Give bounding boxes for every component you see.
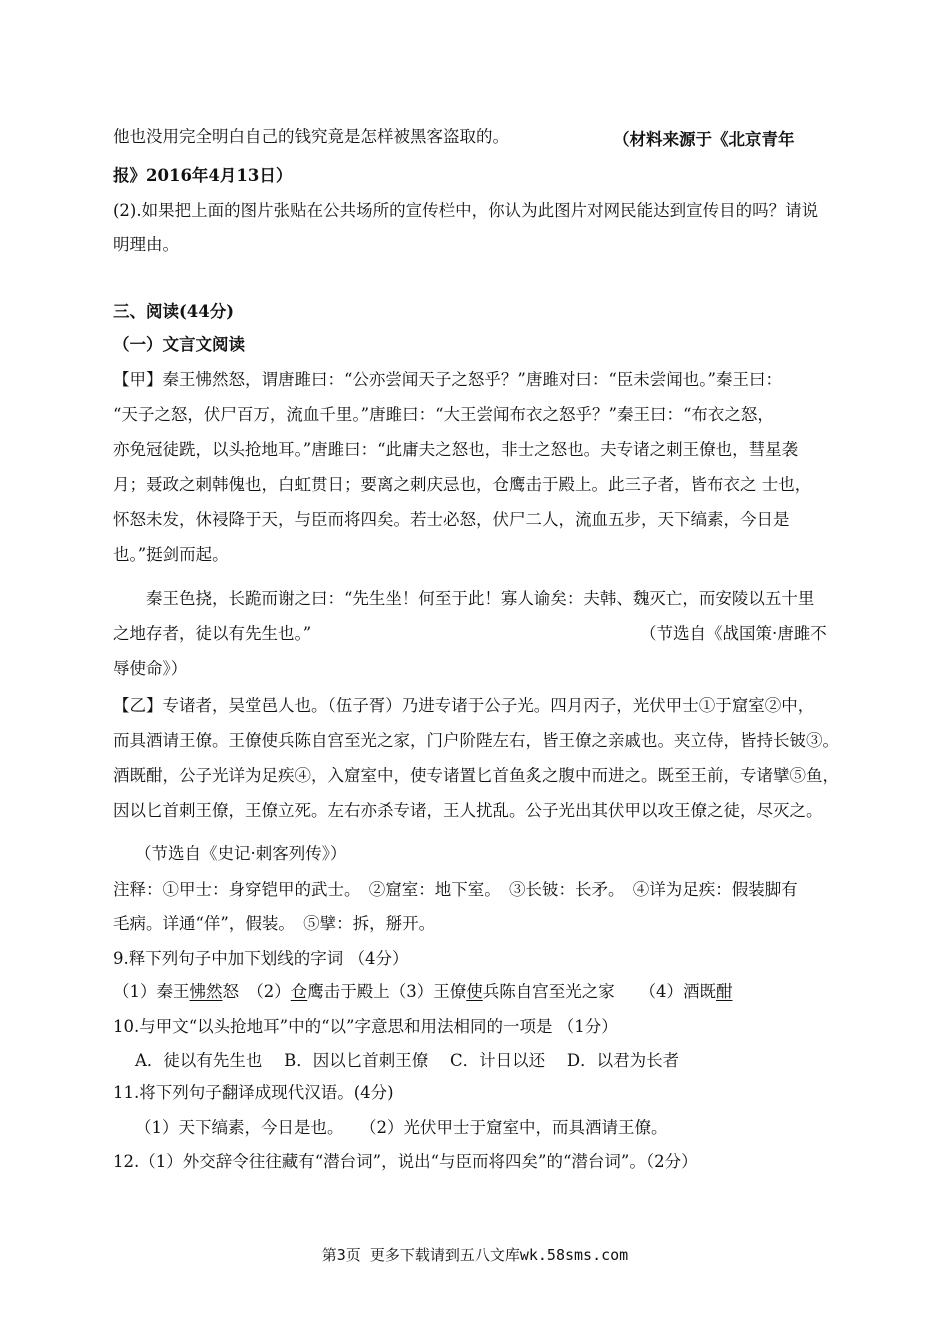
notes-line1: 注释：①甲士：身穿铠甲的武士。 ②窟室：地下室。 ③长铍：长矛。 ④详为足疾：假装脚有 — [113, 880, 798, 899]
q9-underlined-word: 怫然 — [189, 982, 223, 1001]
jia-line: “天子之怒，伏尸百万，流血千里。”唐雎曰：“大王尝闻布衣之怒乎？”秦王曰：“布衣之怒， — [113, 405, 774, 424]
yi-line: 因以匕首刺王僚，王僚立死。左右亦杀专诸，王人扰乱。公子光出其伏甲以攻王僚之徒，尽灭之。 — [113, 801, 823, 820]
question-12-stem: 12.（1）外交辞令往往藏有“潜台词”，说出“与臣而将四矣”的“潜台词”。（2分） — [113, 1152, 698, 1171]
question-2-line2: 明理由。 — [113, 235, 179, 254]
q9-text: 鹰击于殿上（3）王僚 — [307, 982, 467, 1001]
material-source: （材料来源于《北京青年 — [613, 130, 795, 149]
jia-source-cont: 辱使命》） — [113, 659, 188, 678]
q9-text: 怒 （2） — [222, 982, 291, 1001]
question-11-stem: 11.将下列句子翻译成现代汉语。(4分) — [113, 1083, 394, 1102]
jia-line: 秦王色挠，长跪而谢之曰：“先生坐！何至于此！寡人谕矣：夫韩、魏灭亡，而安陵以五十里 — [113, 589, 815, 608]
jia-line: 也。”挺剑而起。 — [113, 545, 229, 564]
question-9-items — [113, 981, 733, 1003]
question-9-stem: 9.释下列句子中加下划线的字词 （4分） — [113, 949, 409, 968]
yi-line: 酒既酣，公子光详为足疾④，入窟室中，使专诸置匕首鱼炙之腹中而进之。既至王前，专诸擘⑤鱼， — [113, 766, 839, 785]
q9-underlined-word: 酣 — [716, 982, 733, 1001]
section-title: 三、阅读(44分) — [113, 302, 235, 321]
q9-underlined-word: 仓 — [290, 982, 308, 1001]
jia-line: 之地存者，徒以有先生也。” — [113, 624, 312, 643]
jia-line: 怀怒未发，休祲降于天，与臣而将四矣。若士必怒，伏尸二人，流血五步，天下缟素，今日是 — [113, 510, 790, 529]
subsection-title: （一）文言文阅读 — [113, 335, 245, 354]
jia-line: 亦免冠徒跣，以头抢地耳。”唐雎曰：“此庸夫之怒也，非士之怒也。夫专诸之刺王僚也，彗星袭 — [113, 440, 799, 459]
yi-line: 【乙】专诸者，吴堂邑人也。（伍子胥）乃进专诸于公子光。四月丙子，光伏甲士①于窟室②中， — [113, 696, 815, 715]
question-10-options: A．徒以有先生也 B．因以匕首刺王僚 C．计日以还 D．以君为长者 — [135, 1051, 680, 1070]
q9-underlined-word: 使 — [466, 982, 483, 1001]
jia-source: （节选自《战国策·唐雎不 — [640, 624, 827, 643]
page-footer: 第3页 更多下载请到五八文库wk.58sms.com — [321, 1246, 629, 1264]
jia-line: 【甲】秦王怫然怒，谓唐雎曰：“公亦尝闻天子之怒乎？”唐雎对曰：“臣未尝闻也。”秦王曰： — [113, 370, 782, 389]
material-source-cont: 报》2016年4月13日） — [113, 166, 293, 185]
notes-line2: 毛病。详通“佯”，假装。 ⑤擘：拆，掰开。 — [113, 914, 436, 933]
question-10-stem: 10.与甲文“以头抢地耳”中的“以”字意思和用法相同的一项是 （1分） — [113, 1017, 618, 1036]
yi-line: 而具酒请王僚。王僚使兵陈自宫至光之家，门户阶陛左右，皆王僚之亲戚也。夹立侍，皆持长铍③。 — [113, 731, 839, 750]
question-11-items: （1）天下缟素，今日是也。 （2）光伏甲士于窟室中，而具酒请王僚。 — [135, 1118, 668, 1137]
passage-end-line: 他也没用完全明白自己的钱究竟是怎样被黑客盗取的。 — [113, 127, 509, 146]
yi-source: （节选自《史记·刺客列传》） — [135, 844, 347, 863]
q9-text: （1）秦王 — [113, 982, 190, 1001]
q9-text: 兵陈自宫至光之家 （4）酒既 — [482, 982, 716, 1001]
question-2-line1: (2).如果把上面的图片张贴在公共场所的宣传栏中，你认为此图片对网民能达到宣传目的吗？请说 — [113, 201, 819, 220]
jia-line: 月；聂政之刺韩傀也，白虹贯日；要离之刺庆忌也，仓鹰击于殿上。此三子者，皆布衣之 士也， — [113, 475, 812, 494]
